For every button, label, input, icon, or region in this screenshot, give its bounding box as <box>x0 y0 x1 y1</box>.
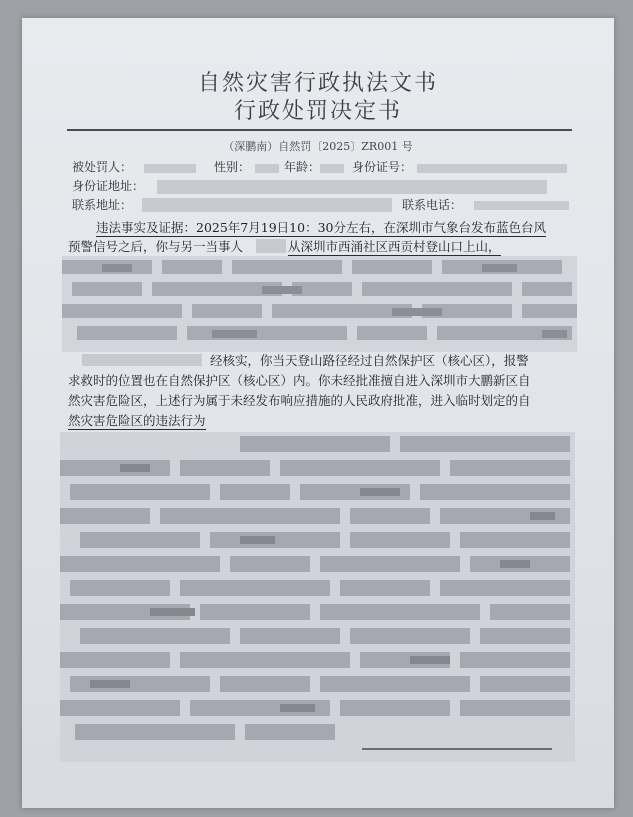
facts-line-4: 求救时的位置也在自然保护区（核心区）内。你未经批准擅自进入深圳市大鹏新区自 <box>68 373 531 388</box>
redacted-phone <box>474 201 569 210</box>
signature-line <box>362 748 552 750</box>
contact-address-label: 联系地址： <box>72 198 133 212</box>
facts-line-5: 然灾害危险区，上述行为属于未经发布响应措施的人民政府批准，进入临时划定的自 <box>68 393 531 408</box>
redacted-contact-address <box>142 198 392 212</box>
facts-line-2a: 预警信号之后，你与另一当事人 <box>68 239 244 254</box>
phone-label: 联系电话： <box>402 198 463 212</box>
redacted-party-name <box>144 164 196 173</box>
document-subtitle: 行政处罚决定书 <box>233 99 402 124</box>
title-divider <box>67 129 572 131</box>
redacted-paragraph-1 <box>62 256 577 352</box>
redacted-age <box>320 164 344 173</box>
redacted-id-address <box>157 180 547 194</box>
facts-line-2b: 从深圳市西涌社区西贡村登山口上山， <box>288 239 501 254</box>
gender-label: 性别： <box>214 160 251 174</box>
redacted-gender <box>255 164 279 173</box>
facts-line-6: 然灾害危险区的违法行为 <box>68 413 206 428</box>
redacted-inline <box>82 354 202 366</box>
age-label: 年龄： <box>284 160 321 174</box>
party-label: 被处罚人： <box>72 160 133 174</box>
id-number-label: 身份证号： <box>352 160 413 174</box>
id-address-label: 身份证地址： <box>72 179 145 193</box>
document-number: （深鹏南）自然罚〔2025〕ZR001 号 <box>223 140 413 153</box>
facts-line-3: 经核实，你当天登山路径经过自然保护区（核心区），报警 <box>210 353 529 368</box>
document-page <box>22 18 614 808</box>
facts-line-1: 违法事实及证据：2025年7月19日10：30分左右，在深圳市气象台发布蓝色台风 <box>96 220 546 235</box>
document-title: 自然灾害行政执法文书 <box>197 71 438 96</box>
redacted-other-party <box>256 239 286 253</box>
redacted-paragraph-2 <box>60 432 575 762</box>
redacted-id-number <box>417 164 567 173</box>
